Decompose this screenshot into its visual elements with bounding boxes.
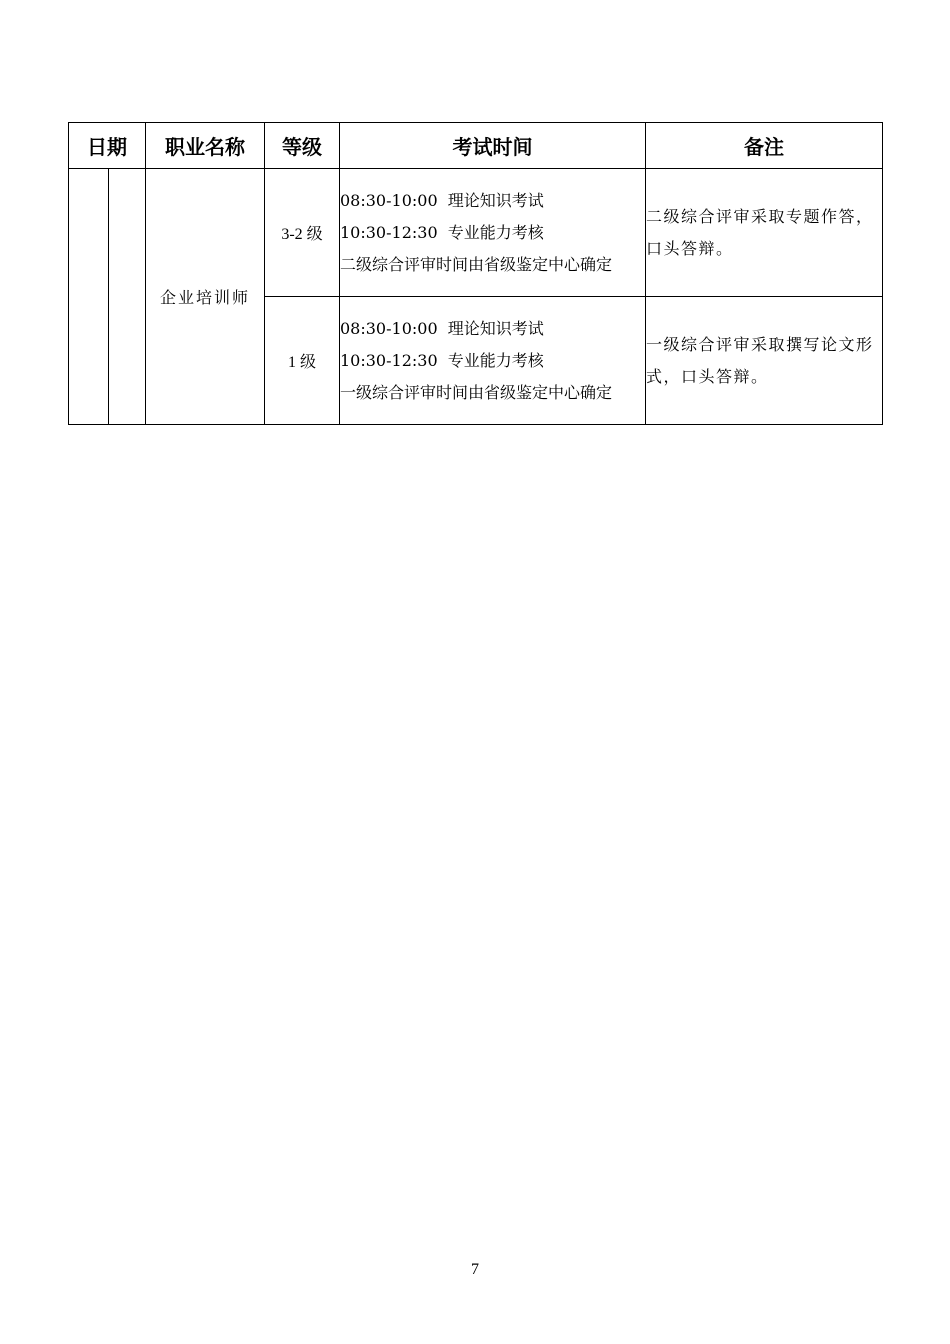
level-cell: 3-2 级	[265, 169, 340, 297]
header-row	[69, 123, 883, 169]
page-number: 7	[471, 1261, 479, 1278]
header-date: 日期	[69, 123, 146, 169]
occupation-cell: 企业培训师	[146, 169, 265, 425]
date-cell-left	[69, 169, 109, 425]
header-occupation: 职业名称	[146, 123, 265, 169]
review-time-note: 二级综合评审时间由省级鉴定中心确定	[340, 254, 613, 274]
level-cell: 1 级	[265, 297, 340, 425]
header-exam-time: 考试时间	[340, 123, 646, 169]
exam-time-cell	[340, 169, 646, 297]
header-remarks: 备注	[646, 123, 883, 169]
exam-time-cell	[340, 297, 646, 425]
theory-exam-time: 08:30-10:00 理论知识考试	[340, 190, 544, 210]
theory-exam-time: 08:30-10:00 理论知识考试	[340, 318, 544, 338]
review-time-note: 一级综合评审时间由省级鉴定中心确定	[340, 382, 613, 402]
date-cell-right	[109, 169, 146, 425]
table-row	[69, 169, 883, 297]
skill-exam-time: 10:30-12:30 专业能力考核	[340, 350, 544, 370]
skill-exam-time: 10:30-12:30 专业能力考核	[340, 222, 544, 242]
remark-cell: 一级综合评审采取撰写论文形式，口头答辩。	[646, 297, 883, 425]
header-level: 等级	[265, 123, 340, 169]
remark-cell: 二级综合评审采取专题作答，口头答辩。	[646, 169, 883, 297]
exam-schedule-table	[68, 122, 883, 425]
